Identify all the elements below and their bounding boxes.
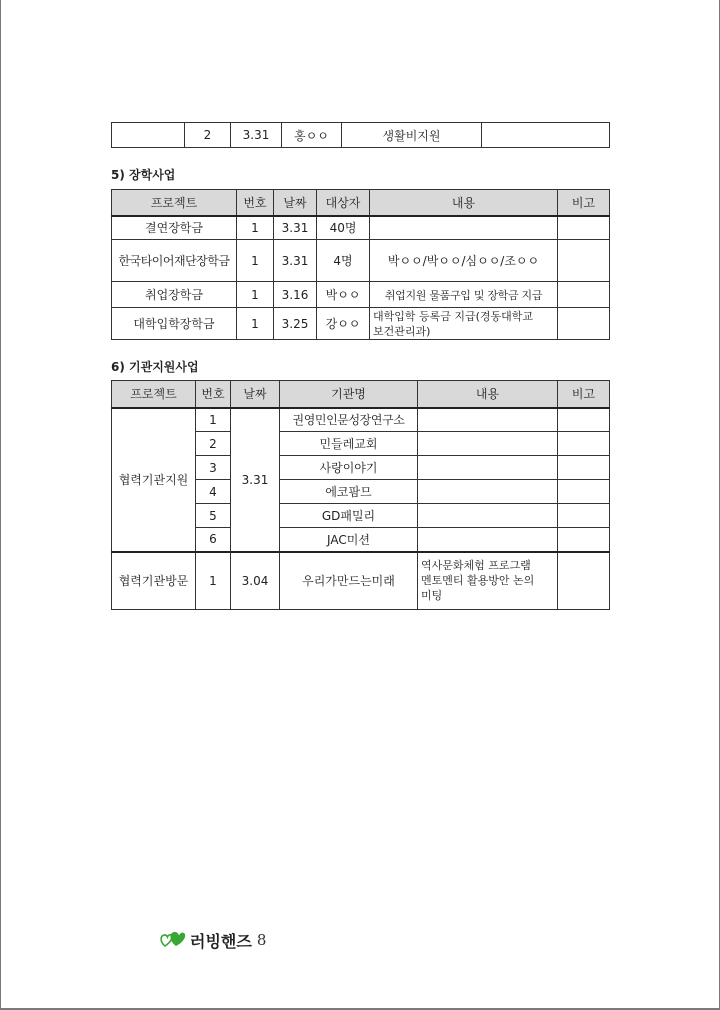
cell-project: 협력기관방문 — [112, 552, 196, 610]
header-num: 번호 — [196, 381, 231, 408]
cell-org: 권영민인문성장연구소 — [280, 408, 418, 432]
cell-org: JAC미션 — [280, 528, 418, 552]
table-row — [112, 282, 610, 308]
cell-note — [558, 432, 610, 456]
cell-note — [558, 216, 610, 240]
cell-note — [558, 408, 610, 432]
cell-target: 강ㅇㅇ — [317, 308, 370, 340]
cell-content: 취업지원 물품구입 및 장학금 지급 — [370, 282, 558, 308]
table-header-row — [112, 190, 610, 216]
header-org: 기관명 — [280, 381, 418, 408]
header-date: 날짜 — [231, 381, 280, 408]
header-target: 대상자 — [317, 190, 370, 216]
cell-num: 1 — [196, 552, 231, 610]
cell-content — [418, 432, 558, 456]
cell-note — [558, 528, 610, 552]
loving-hands-logo-icon — [159, 928, 187, 952]
section5-heading: 5) 장학사업 — [111, 168, 176, 182]
cell-num: 6 — [196, 528, 231, 552]
cell-org: 우리가만드는미래 — [280, 552, 418, 610]
cell-content — [418, 528, 558, 552]
scholarship-table — [111, 189, 610, 340]
header-num: 번호 — [237, 190, 274, 216]
header-date: 날짜 — [274, 190, 317, 216]
cell-project: 결연장학금 — [112, 216, 237, 240]
header-project: 프로젝트 — [112, 381, 196, 408]
cell-target: 4명 — [317, 240, 370, 282]
cell-num: 2 — [196, 432, 231, 456]
cell-org: 에코팜므 — [280, 480, 418, 504]
cell-note — [558, 552, 610, 610]
cell-num: 1 — [237, 216, 274, 240]
header-content: 내용 — [370, 190, 558, 216]
cell-project: 대학입학장학금 — [112, 308, 237, 340]
cell-date: 3.25 — [274, 308, 317, 340]
page-number: 8 — [256, 931, 267, 949]
brand-name: 러빙핸즈 — [190, 931, 252, 951]
cell-note — [558, 504, 610, 528]
cell-note — [558, 240, 610, 282]
table-header-row — [112, 381, 610, 408]
cell-content — [418, 480, 558, 504]
cell-date: 3.31 — [231, 123, 282, 148]
table-row — [112, 408, 610, 432]
cell-content — [418, 408, 558, 432]
cell-note — [482, 123, 610, 148]
cell-project: 한국타이어재단장학금 — [112, 240, 237, 282]
institution-support-table — [111, 380, 610, 610]
table-row — [112, 216, 610, 240]
cell-date: 3.31 — [231, 408, 280, 552]
table-row — [112, 240, 610, 282]
cell-target: 홍ㅇㅇ — [282, 123, 342, 148]
cell-note — [558, 480, 610, 504]
cell-note — [558, 456, 610, 480]
cell-content: 생활비지원 — [342, 123, 482, 148]
cell-num: 2 — [185, 123, 231, 148]
cell-org: 민들레교회 — [280, 432, 418, 456]
table-row — [112, 123, 610, 148]
section6-heading: 6) 기관지원사업 — [111, 360, 199, 374]
cell-content — [370, 216, 558, 240]
table-row — [112, 552, 610, 610]
cell-date: 3.31 — [274, 216, 317, 240]
cell-note — [558, 282, 610, 308]
cell-project: 협력기관지원 — [112, 408, 196, 552]
cell-content: 대학입학 등록금 지급(경동대학교 보건관리과) — [370, 308, 558, 340]
cell-date: 3.04 — [231, 552, 280, 610]
header-note: 비고 — [558, 190, 610, 216]
cell-org: 사랑이야기 — [280, 456, 418, 480]
document-page — [1, 0, 719, 1008]
cell-content: 역사문화체험 프로그램 멘토멘티 활용방안 논의 미팅 — [418, 552, 558, 610]
top-continuation-table — [111, 122, 610, 148]
cell-num: 5 — [196, 504, 231, 528]
cell-num: 3 — [196, 456, 231, 480]
header-project: 프로젝트 — [112, 190, 237, 216]
cell-date: 3.16 — [274, 282, 317, 308]
cell-org: GD패밀리 — [280, 504, 418, 528]
cell-num: 4 — [196, 480, 231, 504]
cell-content: 박ㅇㅇ/박ㅇㅇ/심ㅇㅇ/조ㅇㅇ — [370, 240, 558, 282]
cell-note — [558, 308, 610, 340]
cell-content — [418, 504, 558, 528]
cell-project — [112, 123, 185, 148]
cell-target: 40명 — [317, 216, 370, 240]
header-note: 비고 — [558, 381, 610, 408]
cell-num: 1 — [237, 240, 274, 282]
cell-num: 1 — [237, 282, 274, 308]
footer — [159, 928, 266, 952]
cell-target: 박ㅇㅇ — [317, 282, 370, 308]
cell-num: 1 — [196, 408, 231, 432]
cell-date: 3.31 — [274, 240, 317, 282]
cell-content — [418, 456, 558, 480]
table-row — [112, 308, 610, 340]
cell-num: 1 — [237, 308, 274, 340]
cell-project: 취업장학금 — [112, 282, 237, 308]
header-content: 내용 — [418, 381, 558, 408]
